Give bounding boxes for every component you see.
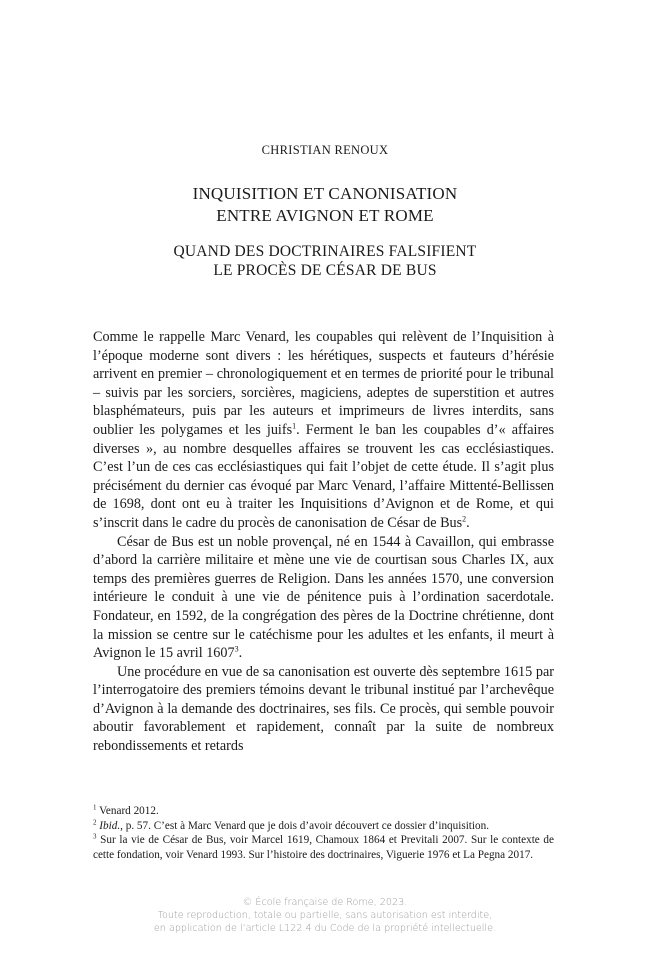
title-line-1: INQUISITION ET CANONISATION (192, 184, 458, 203)
paragraph-3: Une procédure en vue de sa canonisation est ouverte dès septembre 1615 par l’interrogatoire des premiers témoins devant le tribunal institué par l’archevêque d’Avignon à la demande des doctrinaires, ses fils. Ce procès, qui semble pouvoir aboutir favorablement et rapidement, connaît par la suite de nombreux rebondissements et retards (93, 663, 554, 755)
author-name: CHRISTIAN RENOUX (261, 143, 389, 157)
copyright-notice (0, 896, 650, 935)
footnote-3-text: Sur la vie de César de Bus, voir Marcel 1619, Chamoux 1864 et Previtali 2007. Sur le contexte de cette fondation, voir Venard 1993. Sur l’histoire des doctrinaires, Viguerie 1976 et La Pegna 2017. (93, 834, 554, 861)
footnote-1-text: Venard 2012. (96, 805, 159, 817)
footnote-3 (93, 833, 554, 862)
subtitle-line-2: LE PROCÈS DE CÉSAR DE BUS (213, 262, 437, 279)
paragraph-2-text-a: César de Bus est un noble provençal, né en 1544 à Cavaillon, qui embrasse d’abord la carrière militaire et mène une vie de courtisan sous Charles IX, aux temps des premières guerres de Religion. Dans les années 1570, une conversion intérieure le conduit à une vie de pénitence puis à l’ordination sacerdotale. Fondateur, en 1592, de la congrégation des pères de la Doctrine chrétienne, dont la mission se centre sur le catéchisme pour les adultes et les enfants, il meurt à Avignon le 15 avril 1607 (93, 533, 554, 662)
copyright-line-3: en application de l’article L122.4 du Code de la propriété intellectuelle. (153, 923, 497, 934)
subtitle-line-1: QUAND DES DOCTRINAIRES FALSIFIENT (173, 243, 477, 260)
footnote-1-number: 1 (93, 803, 97, 812)
footnote-ref-1: 1 (292, 421, 297, 431)
paragraph-2 (93, 533, 554, 663)
footnote-3-number: 3 (93, 832, 97, 841)
paragraph-1-text-c: . (466, 514, 470, 531)
footnote-1 (93, 804, 554, 819)
copyright-line-1: © École française de Rome, 2023. (242, 897, 408, 908)
footnote-ref-3: 3 (234, 644, 239, 654)
copyright-line-2: Toute reproduction, totale ou partielle, sans autorisation est interdite, (157, 910, 493, 921)
footnote-2 (93, 819, 554, 834)
footnotes (93, 804, 554, 862)
body-text (93, 328, 554, 756)
footnote-2-text: , p. 57. C’est à Marc Venard que je dois d’avoir découvert ce dossier d’inquisition. (120, 819, 490, 832)
paragraph-2-text-b: . (238, 645, 243, 662)
paragraph-1-text-a: Comme le rappelle Marc Venard, les coupables qui relèvent de l’Inquisition à l’époque moderne sont divers : les hérétiques, suspects et fauteurs d’hérésie arrivent en premier – chronologiquement et en termes de priorité pour le tribunal – suivis par les sorciers, sorcières, magiciens, adeptes de superstition et autres blasphémateurs, puis par les auteurs et imprimeurs de livres interdits, sans oublier les polygames et les juifs (93, 329, 554, 438)
title-line-2: ENTRE AVIGNON ET ROME (216, 206, 434, 225)
article-subtitle (0, 242, 650, 280)
paragraph-1 (93, 328, 554, 533)
paragraph-1-text-b: . Ferment le ban les coupables d’« affaires diverses », au nombre desquelles affaires se trouvent les cas ecclésiastiques. C’est l’un de ces cas ecclésiastiques qui fait l’objet de cette étude. Il s’agit plus précisément du dernier cas évoqué par Marc Venard, l’affaire Mittenté-Bellissen de 1698, dont ont eu à traiter les Inquisitions d’Avignon et de Rome, et qui s’inscrit dans le cadre du procès de canonisation de César de Bus (93, 421, 554, 531)
footnote-2-number: 2 (93, 817, 97, 826)
footnote-ref-2: 2 (462, 514, 467, 524)
footnote-2-ibid: Ibid. (99, 819, 121, 832)
article-title (0, 183, 650, 227)
